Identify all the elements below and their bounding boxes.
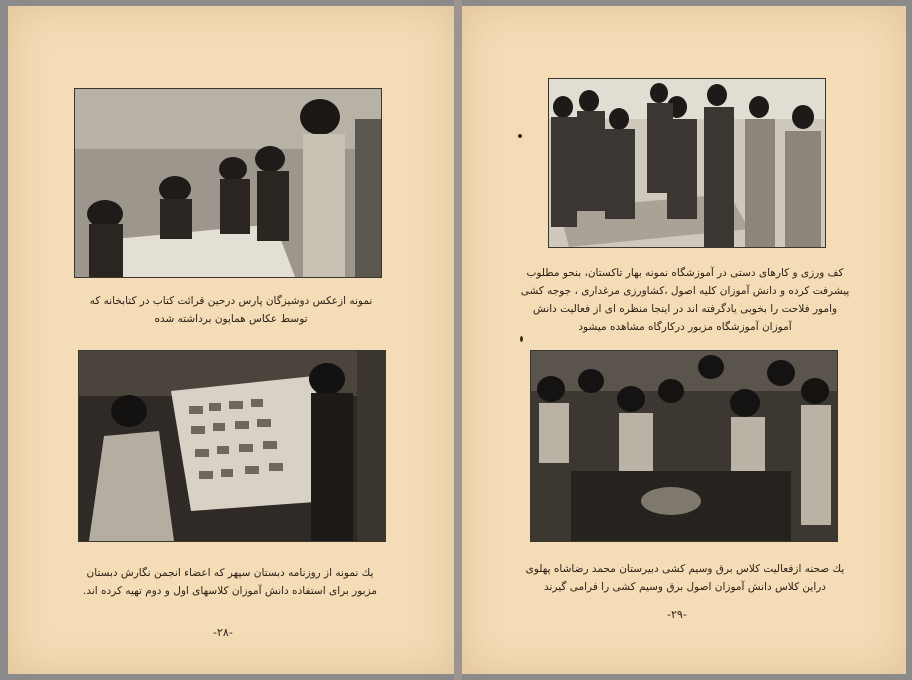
left-page xyxy=(8,6,454,674)
photo-electricity-class xyxy=(530,350,838,542)
book-gutter xyxy=(454,0,462,680)
photo2-caption xyxy=(34,564,426,600)
caption-line: یك صحنه ازفعالیت کلاس برق وسیم کشی دبیرستان محمد رضاشاه پهلوی xyxy=(525,563,845,575)
photo-electricity-class-image xyxy=(531,351,837,541)
photo-girls-reading-image xyxy=(75,89,381,277)
photo-school-newspaper-image xyxy=(79,351,385,541)
caption-line: دراین کلاس دانش آموزان اصول برق وسیم کشی را فرامی گیرند xyxy=(544,581,826,593)
paper-speck xyxy=(520,336,523,342)
photo-workshop-boys xyxy=(548,78,826,248)
photo2-caption xyxy=(502,560,868,596)
page-number: -۲۹- xyxy=(667,608,687,621)
photo-workshop-boys-image xyxy=(549,79,825,247)
caption-line: پیشرفت کرده و دانش آموزان کلیه اصول ،کشاورزی مرغداری ، جوجه کشی xyxy=(520,285,850,297)
photo-girls-reading xyxy=(74,88,382,278)
caption-line: کف ورزی و کارهای دستی در آموزشگاه نمونه بهار تاکستان، بنحو مطلوب xyxy=(526,267,844,279)
photo1-caption xyxy=(484,264,886,336)
right-page xyxy=(462,6,906,674)
page-number: -۲۸- xyxy=(213,626,233,639)
caption-line: آموزان آموزشگاه مزبور درکارگاه مشاهده میشود xyxy=(578,321,792,333)
caption-line: مزبور برای استفاده دانش آموزان کلاسهای اول و دوم تهیه کرده اند. xyxy=(82,585,377,597)
paper-speck xyxy=(518,134,522,138)
caption-line: نمونه ازعکس دوشیزگان پارس درحین قرائت کتاب در کتابخانه که xyxy=(89,295,373,307)
photo-school-newspaper xyxy=(78,350,386,542)
caption-line: یك نمونه از روزنامه دبستان سپهر که اعضاء انجمن نگارش دبستان xyxy=(86,567,374,579)
caption-line: وامور فلاحت را بخوبی یادگرفته اند در اینجا منظره ای از فعالیت دانش xyxy=(532,303,838,315)
photo1-caption xyxy=(38,292,424,328)
caption-line: توسط عکاس همایون برداشته شده xyxy=(154,313,308,325)
